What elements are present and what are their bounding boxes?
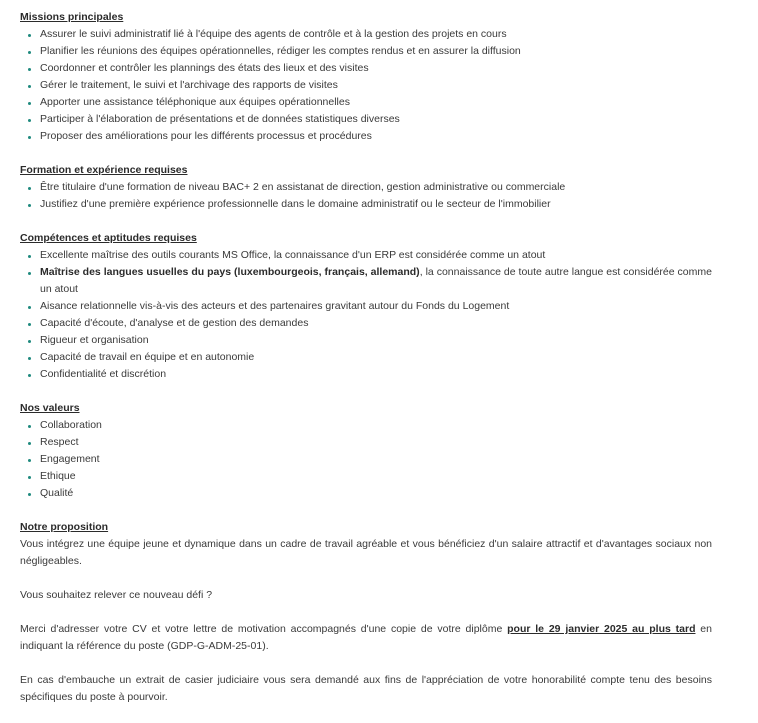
section-heading-competences: Compétences et aptitudes requises	[20, 232, 197, 244]
job-description	[20, 9, 712, 723]
list-item: Rigueur et organisation	[20, 332, 712, 349]
application-text: Merci d'adresser votre CV et votre lettre de motivation accompagnés d'une copie de votre diplôme	[20, 623, 508, 635]
section-heading-missions: Missions principales	[20, 11, 124, 23]
section-formation	[20, 162, 712, 213]
deadline: pour le 29 janvier 2025 au plus tard	[507, 623, 696, 635]
list-item: Coordonner et contrôler les plannings des états des lieux et des visites	[20, 60, 712, 77]
list-item: Apporter une assistance téléphonique aux équipes opérationnelles	[20, 94, 712, 111]
valeurs-list	[20, 417, 712, 502]
list-item: Assurer le suivi administratif lié à l'équipe des agents de contrôle et à la gestion des projets en cours	[20, 26, 712, 43]
section-heading-proposition: Notre proposition	[20, 521, 109, 533]
list-item: Participer à l'élaboration de présentations et de données statistiques diverses	[20, 111, 712, 128]
formation-list	[20, 179, 712, 213]
list-item: Engagement	[20, 451, 712, 468]
list-item: Justifiez d'une première expérience professionnelle dans le domaine administratif ou le secteur de l'immobilier	[20, 196, 712, 213]
reference-text: en indiquant la référence du poste (GDP-G-ADM-25-01).	[20, 623, 712, 652]
list-item: Ethique	[20, 468, 712, 485]
competences-list	[20, 247, 712, 383]
section-heading-formation: Formation et expérience requises	[20, 164, 188, 176]
proposition-paragraph: Vous intégrez une équipe jeune et dynamique dans un cadre de travail agréable et vous bénéficiez d'un salaire attractif et d'avantages sociaux non négligeables.	[20, 538, 712, 567]
application-instructions	[20, 621, 712, 655]
languages-rest: , la connaissance de toute autre langue est considérée comme un atout	[40, 266, 712, 295]
languages-emphasis: Maîtrise des langues usuelles du pays (luxembourgeois, français, allemand)	[40, 266, 420, 278]
section-heading-valeurs: Nos valeurs	[20, 402, 80, 414]
section-valeurs	[20, 400, 712, 502]
list-item: Capacité d'écoute, d'analyse et de gestion des demandes	[20, 315, 712, 332]
list-item: Respect	[20, 434, 712, 451]
list-item: Aisance relationnelle vis-à-vis des acteurs et des partenaires gravitant autour du Fonds du Logement	[20, 298, 712, 315]
section-proposition	[20, 519, 712, 706]
section-competences	[20, 230, 712, 383]
list-item: Collaboration	[20, 417, 712, 434]
list-item: Proposer des améliorations pour les différents processus et procédures	[20, 128, 712, 145]
list-item: Confidentialité et discrétion	[20, 366, 712, 383]
list-item: Être titulaire d'une formation de niveau BAC+ 2 en assistanat de direction, gestion administrative ou commerciale	[20, 179, 712, 196]
list-item: Planifier les réunions des équipes opérationnelles, rédiger les comptes rendus et en assurer la diffusion	[20, 43, 712, 60]
list-item: Gérer le traitement, le suivi et l'archivage des rapports de visites	[20, 77, 712, 94]
criminal-record-notice: En cas d'embauche un extrait de casier judiciaire vous sera demandé aux fins de l'appréciation de votre honorabilité compte tenu des besoins spécifiques du poste à pourvoir.	[20, 674, 712, 703]
section-missions	[20, 9, 712, 145]
missions-list	[20, 26, 712, 145]
list-item: Excellente maîtrise des outils courants MS Office, la connaissance d'un ERP est considérée comme un atout	[20, 247, 712, 264]
list-item: Capacité de travail en équipe et en autonomie	[20, 349, 712, 366]
challenge-question: Vous souhaitez relever ce nouveau défi ?	[20, 589, 213, 601]
list-item: Qualité	[20, 485, 712, 502]
list-item	[20, 264, 712, 298]
